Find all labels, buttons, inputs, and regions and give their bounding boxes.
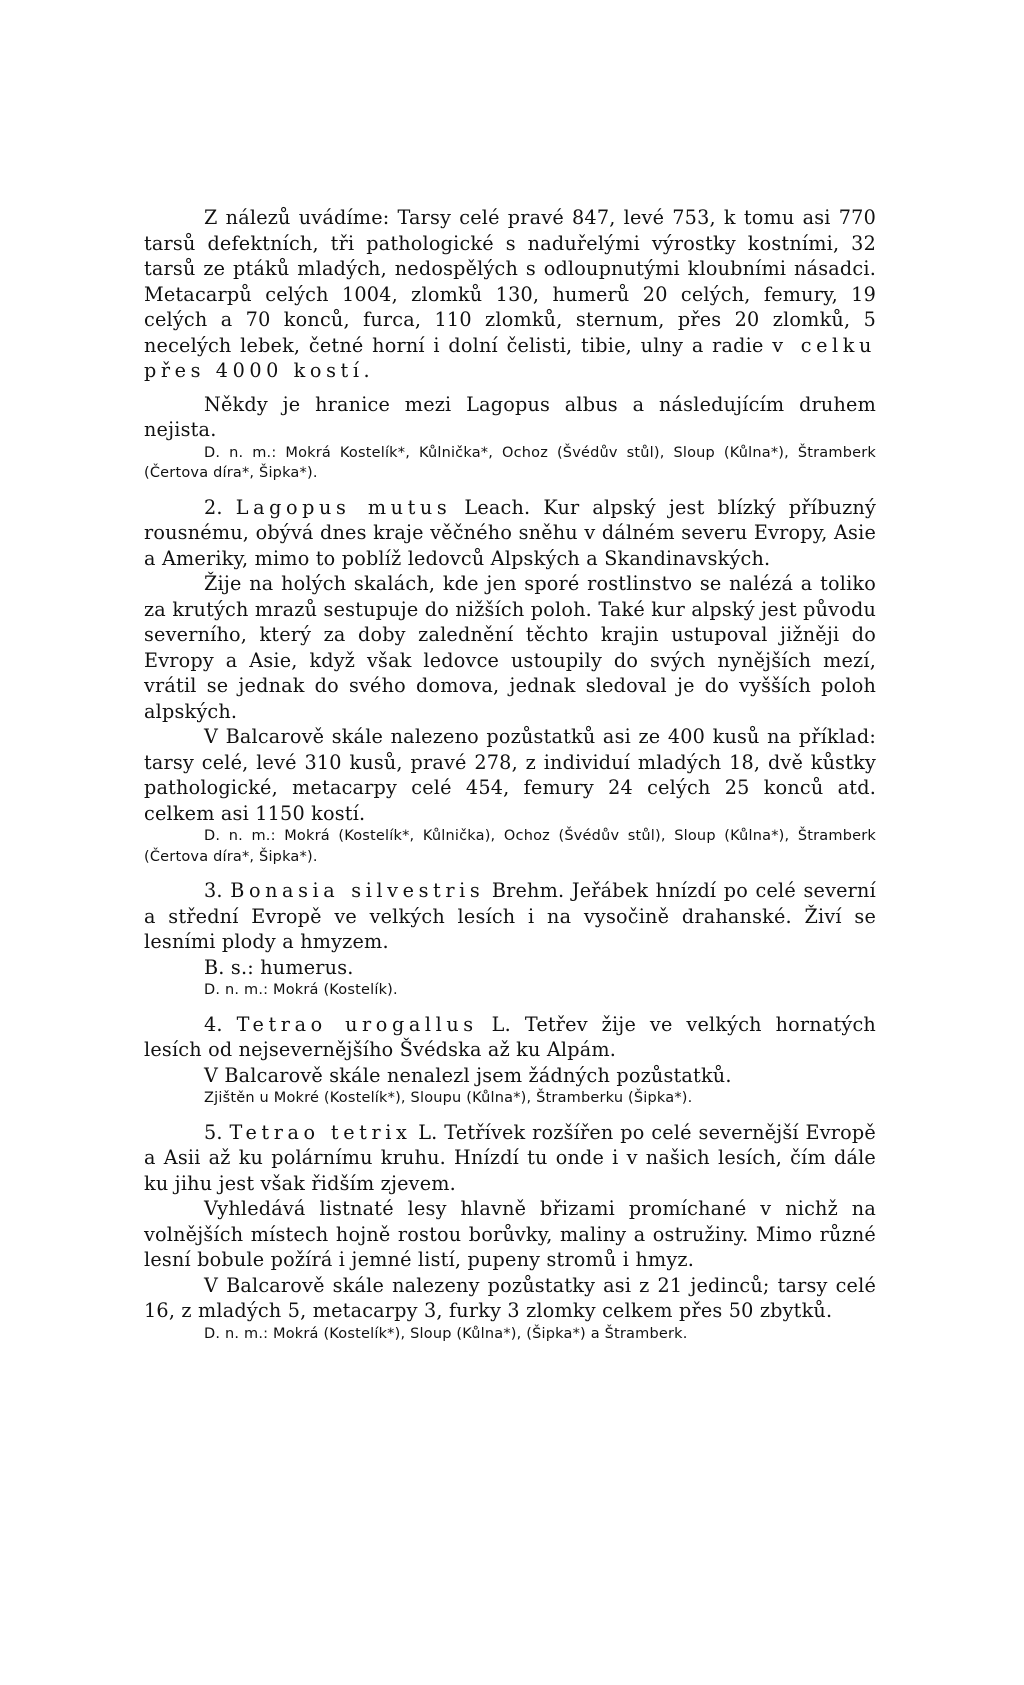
species-description: Tetřev žije ve velkých hornatých lesích od nejsevernějšího Švédska až ku Alpám. (144, 1012, 876, 1061)
paragraph-boundary-note: Někdy je hranice mezi Lagopus albus a následujícím druhem nejista. (144, 392, 876, 441)
locality-note: D. n. m.: Mokrá (Kostelík). (204, 982, 398, 998)
species-author: L. (491, 1012, 511, 1036)
paragraph-feeding: Vyhledává listnaté lesy hlavně břizami promíchané v nichž na volnějších místech hojně rostou borůvky, maliny a ostružiny. Mimo různé lesní bobule požírá i jemné listí, pupeny stromů i hmyz. (144, 1197, 876, 1271)
species-heading-lagopus-mutus (144, 495, 876, 572)
paragraph-text: Z nálezů uvádíme: Tarsy celé pravé 847, levé 753, k tomu asi 770 tarsů defektních, tři pathologické s naduřelými výrostky kostními, 32 tarsů ze ptáků mladých, nedospělých s odloupnutými kloubními násadci. Metacarpů celých 1004, zlomků 130, humerů 20 celých, femury, 19 celých a 70 konců, furca, 110 zlomků, sternum, přes 20 zlomků, 5 necelých lebek, četné horní i dolní čelisti, tibie, ulny a radie (144, 206, 876, 357)
species-author: Leach. (464, 495, 531, 519)
locality-note: D. n. m.: Mokrá Kostelík*, Kůlnička*, Ochoz (Švédův stůl), Sloup (Kůlna*), Štramberk (Čertova díra*, Šipka*). (144, 444, 876, 481)
species-name: Lagopus mutus (235, 495, 452, 519)
paragraph-balcarova-finds: V Balcarově skále nalezeno pozůstatků asi ze 400 kusů na příklad: tarsy celé, levé 310 kusů, pravé 278, z individuí mladých 18, dvě kůstky pathologické, metacarpy celé 454, femury 24 celých 25 konců atd. celkem asi 1150 kostí. (144, 725, 876, 825)
species-description: Tetřívek rozšířen po celé severnější Evropě a Asii až ku polárnímu kruhu. Hnízdí tu onde i v našich lesích, čím dále ku jihu jest však řidším zjevem. (144, 1120, 876, 1195)
text-column (144, 205, 876, 1344)
paragraph-habitat: Žije na holých skalách, kde jen sporé rostlinstvo se nalézá a toliko za krutých mrazů sestupuje do nižších poloh. Také kur alpský jest původu severního, který za doby zalednění těchto krajin ustupoval jižněji do Evropy a Asie, když však ledovce ustoupily do svých nynějších mezí, vrátil se jednak do svého domova, jednak sledoval je do vyšších poloh alpských. (144, 572, 876, 723)
species-name: Bonasia silvestris (230, 879, 485, 902)
species-author: L. (418, 1120, 438, 1144)
species-name: Tetrao urogallus (236, 1012, 478, 1036)
paragraph-bs-finds: B. s.: humerus. (204, 955, 354, 979)
species-number: 4. (204, 1012, 223, 1036)
species-heading-tetrao-tetrix (144, 1120, 876, 1197)
species-number: 5. (204, 1120, 223, 1144)
species-name: Tetrao tetrix (229, 1120, 412, 1144)
spaced-emphasis: v celku přes 4000 kostí. (144, 333, 876, 382)
species-heading-tetrao-urogallus (144, 1012, 876, 1063)
paragraph-tetrix-finds: V Balcarově skále nalezeny pozůstatky asi z 21 jedinců; tarsy celé 16, z mladých 5, metacarpy 3, furky 3 zlomky celkem přes 50 zbytků. (144, 1273, 876, 1322)
species-author: Brehm. (491, 879, 565, 902)
species-heading-bonasia (144, 878, 876, 955)
species-description: Kur alpský jest blízký příbuzný rousnému, obývá dnes kraje věčného sněhu v dálném severu Evropy, Asie a Ameriky, mimo to poblíž ledovců Alpských a Skandinavských. (144, 495, 876, 570)
locality-note: Zjištěn u Mokré (Kostelík*), Sloupu (Kůlna*), Štramberku (Šipka*). (204, 1090, 693, 1106)
paragraph-finds-lagopus-albus (144, 205, 876, 384)
species-number: 3. (204, 879, 223, 902)
locality-note: D. n. m.: Mokrá (Kostelík*, Kůlnička), Ochoz (Švédův stůl), Sloup (Kůlna*), Štramberk (Čertova díra*, Šipka*). (144, 828, 876, 865)
species-number: 2. (204, 495, 223, 519)
species-description: Jeřábek hnízdí po celé severní a střední Evropě ve velkých lesích i na vysočině drahanské. Živí se lesními plody a hmyzem. (144, 879, 876, 953)
paragraph-no-finds: V Balcarově skále nenalezl jsem žádných pozůstatků. (204, 1063, 732, 1087)
locality-note: D. n. m.: Mokrá (Kostelík*), Sloup (Kůlna*), (Šipka*) a Štramberk. (204, 1325, 688, 1342)
